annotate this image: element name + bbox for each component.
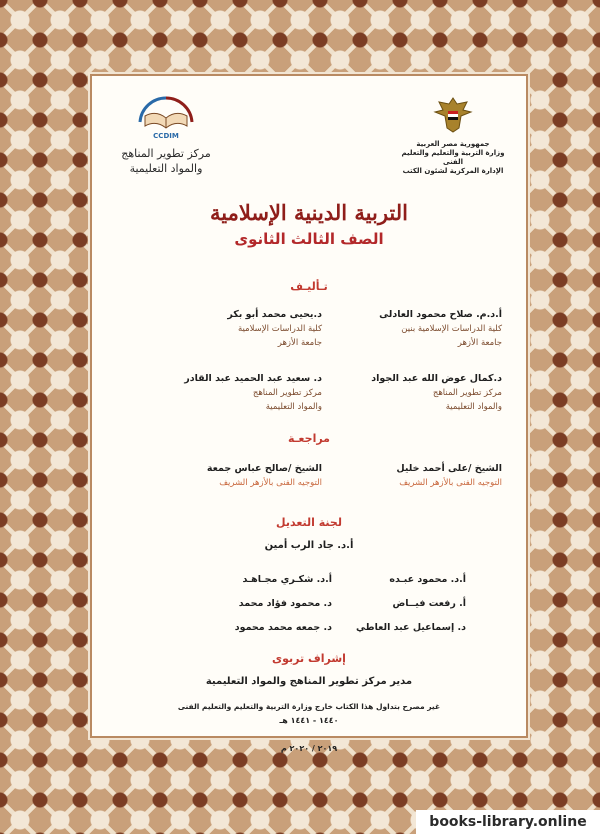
author-affiliation: مركز تطوير المناهج — [432, 388, 502, 398]
ministry-line-2: وزارة التربية والتعليم والتعليم الفنى — [401, 149, 505, 166]
committee-head: أ.د. جاد الرب أمين — [264, 540, 354, 551]
reviewer-affiliation: التوجيه الفنى بالأزهر الشريف — [399, 478, 502, 488]
review-heading: مراجعـة — [288, 432, 330, 445]
author-name: د.كمال عوض الله عبد الجواد — [371, 373, 502, 384]
ccdm-logo — [106, 92, 226, 176]
eagle-emblem-icon — [431, 94, 475, 136]
author-affiliation: والمواد التعليمية — [265, 402, 322, 412]
committee-member: د. جمعه محمد محمود — [234, 622, 332, 633]
distribution-notice: غير مصرح بتداول هذا الكتاب خارج وزارة التربية والتعليم والتعليم الفنى — [177, 702, 441, 711]
author-affiliation: جامعة الأزهر — [457, 338, 502, 348]
committee-member: د. إسماعيل عبد العاطي — [356, 622, 466, 633]
ministry-line-3: الإدارة المركزية لشئون الكتب — [402, 167, 504, 175]
grade-title: الصف الثالث الثانوى — [234, 230, 384, 248]
reviewer-name: الشيخ /على أحمد خليل — [396, 463, 502, 474]
author-name: د. سعيد عبد الحميد عبد القادر — [184, 373, 322, 384]
site-watermark: books-library.online — [416, 810, 600, 834]
author-affiliation: كلية الدراسات الإسلامية بنين — [401, 324, 502, 334]
author-name: أ.د.م. صلاح محمود العادلى — [379, 309, 502, 320]
gregorian-year: ٢٠١٩ / ٢٠٢٠ م — [280, 744, 338, 753]
reviewer-affiliation: التوجيه الفنى بالأزهر الشريف — [219, 478, 322, 488]
committee-heading: لجنة التعديل — [276, 516, 342, 529]
supervisor-name: مدير مركز تطوير المناهج والمواد التعليمية — [205, 676, 413, 687]
committee-member: د. محمود فؤاد محمد — [238, 598, 332, 609]
author-affiliation: مركز تطوير المناهج — [252, 388, 322, 398]
reviewer-2 — [132, 462, 322, 490]
ccdm-label: CCDIM — [153, 132, 179, 140]
cover-panel — [92, 76, 526, 736]
author-affiliation: والمواد التعليمية — [445, 402, 502, 412]
committee-member: أ.د. محمود عبـده — [389, 574, 466, 585]
authors-heading: تـأليـف — [290, 280, 328, 293]
ccdm-name-line-1: مركز تطوير المناهج — [121, 147, 211, 160]
reviewer-name: الشيخ /صالح عباس جمعة — [206, 463, 322, 474]
author-4 — [132, 372, 322, 414]
author-affiliation: جامعة الأزهر — [277, 338, 322, 348]
author-affiliation: كلية الدراسات الإسلامية — [237, 324, 322, 334]
ministry-line-1: جمهورية مصر العربية — [416, 140, 490, 148]
hijri-year: ١٤٤٠ - ١٤٤١ هـ — [279, 716, 339, 725]
committee-member: أ.د. شكـري مجـاهـد — [242, 574, 332, 585]
author-2 — [132, 308, 322, 350]
author-3 — [312, 372, 502, 414]
open-book-icon — [131, 92, 201, 142]
author-1 — [312, 308, 502, 350]
ccdm-name-line-2: والمواد التعليمية — [129, 162, 203, 175]
book-title: التربية الدينية الإسلامية — [209, 200, 409, 225]
ministry-logo — [398, 94, 508, 176]
reviewer-1 — [312, 462, 502, 490]
author-name: د.يحيى محمد أبو بكر — [227, 309, 322, 320]
committee-member: أ. رفعت فيــاض — [392, 598, 466, 609]
supervision-heading: إشراف تربوى — [272, 652, 346, 665]
